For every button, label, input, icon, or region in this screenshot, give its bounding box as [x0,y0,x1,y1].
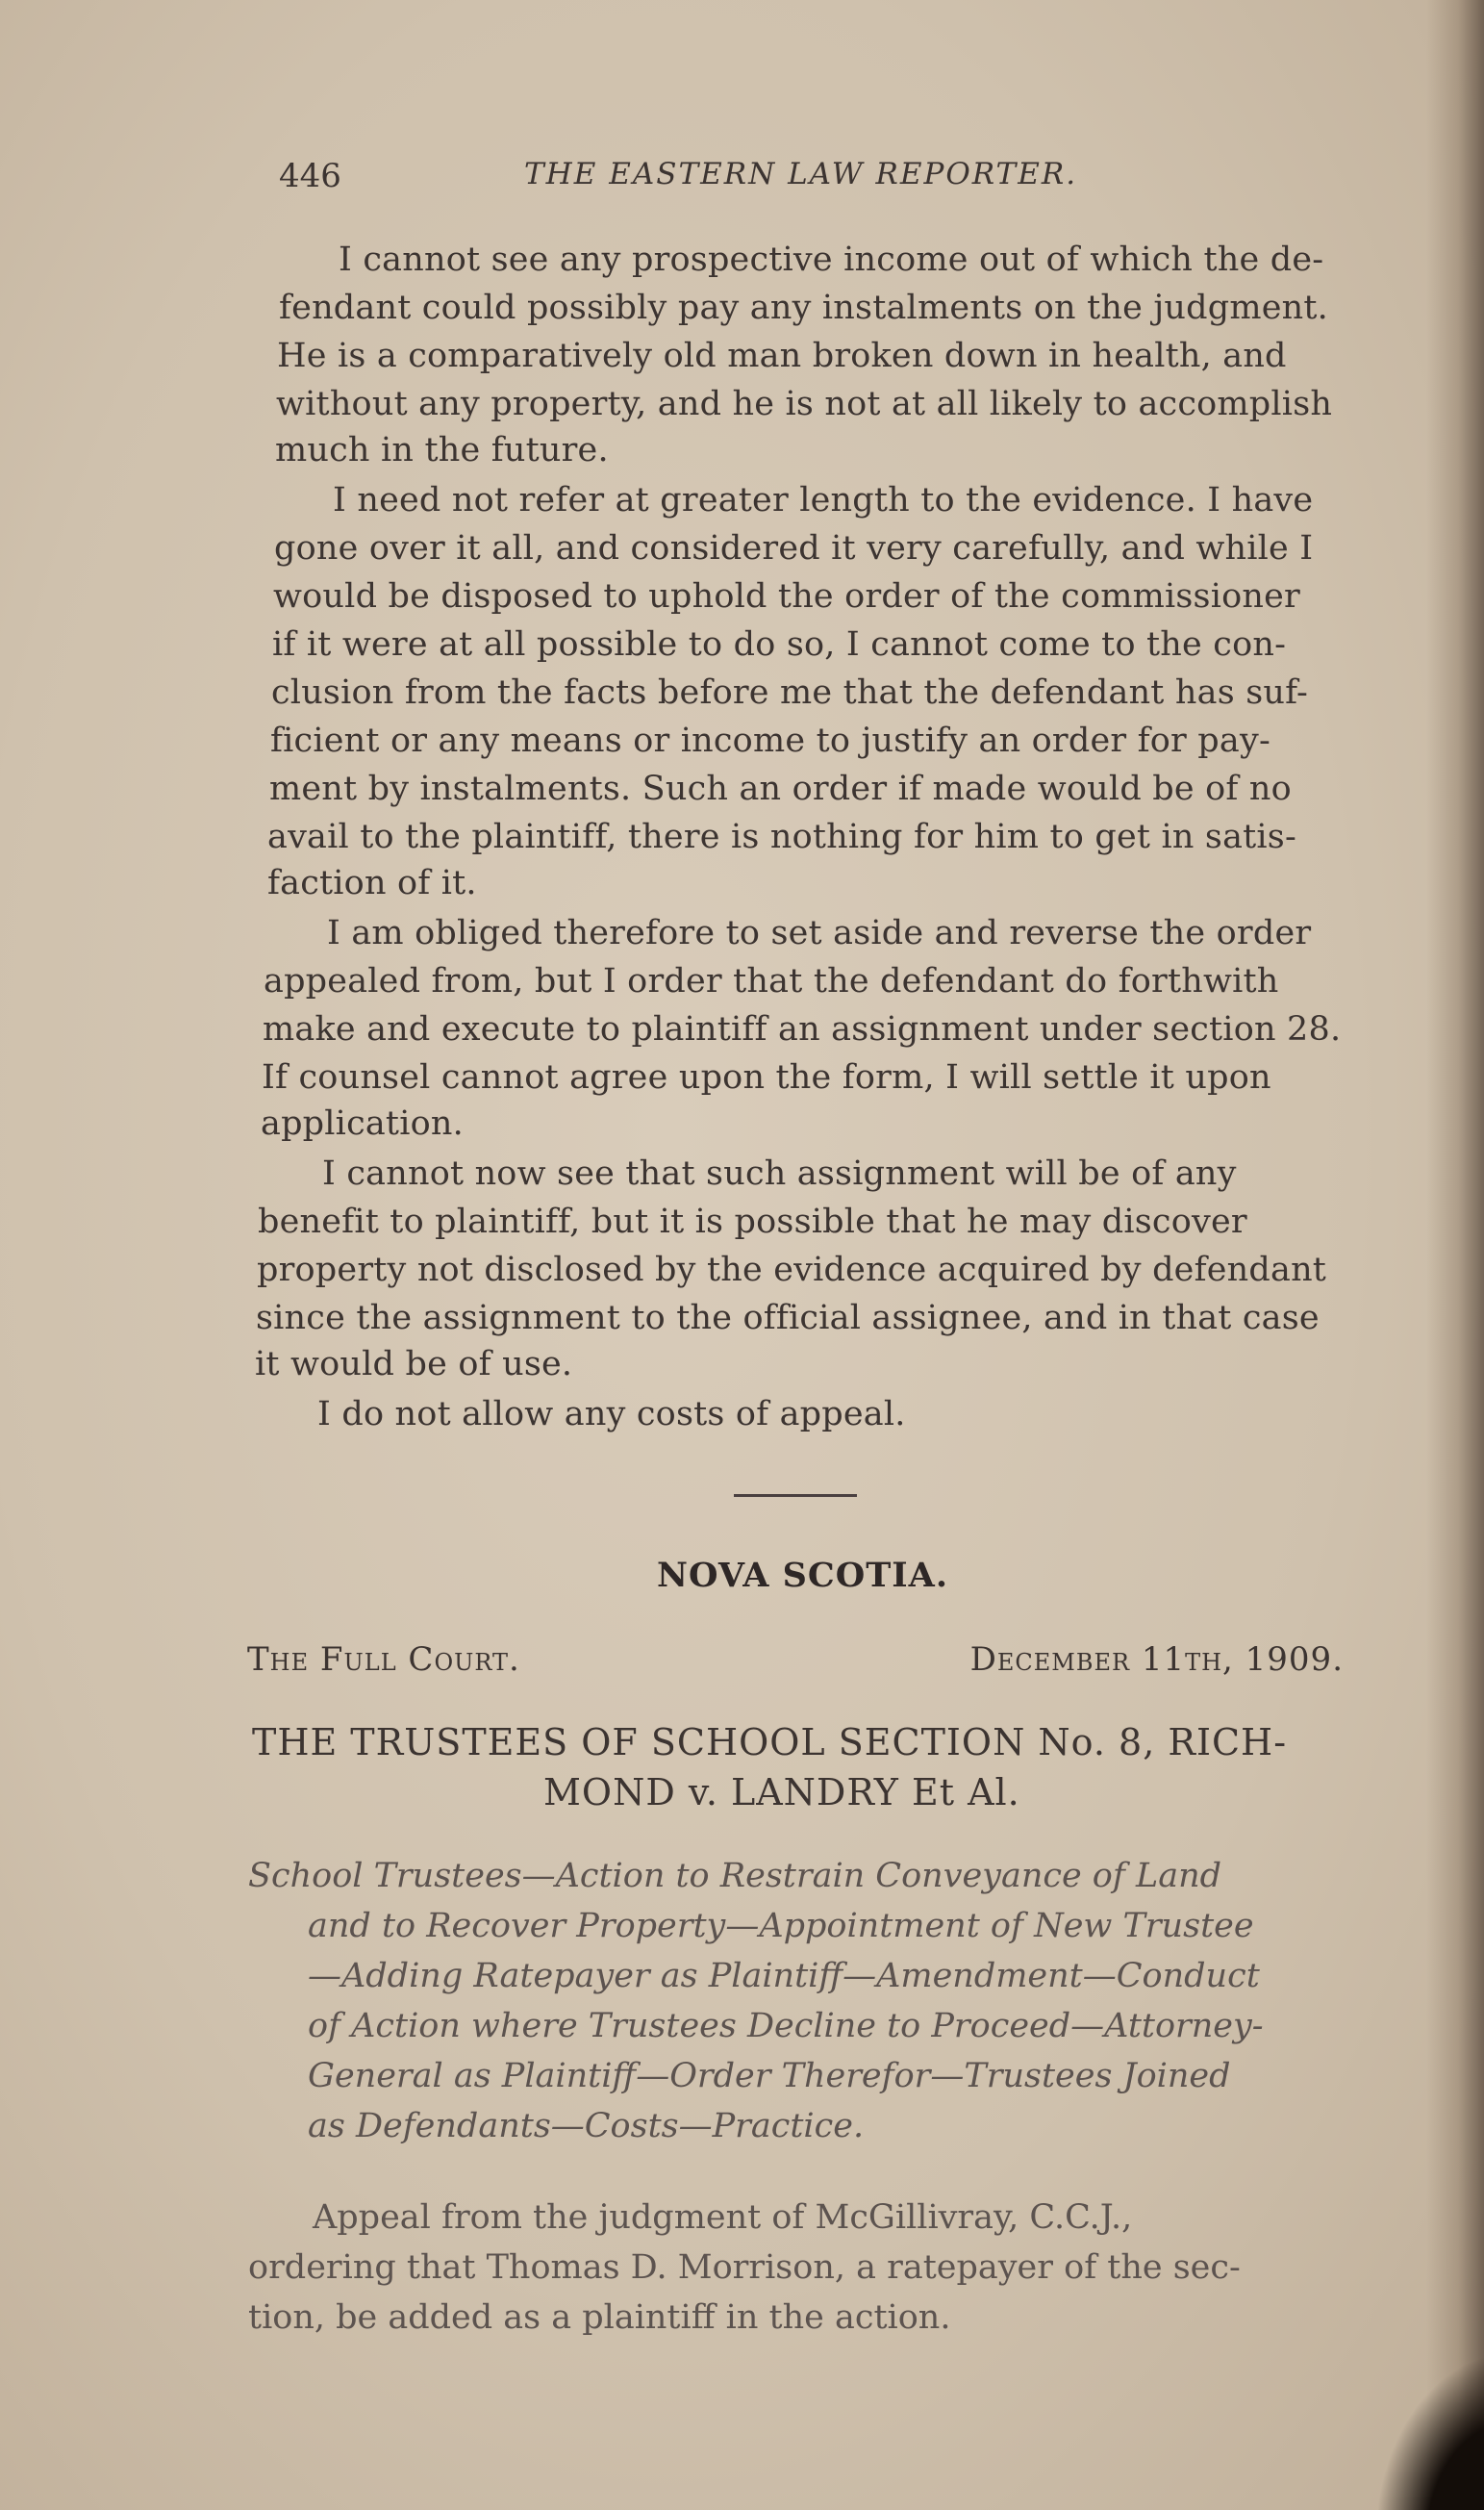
body-line: appealed from, but I order that the defendant do forthwith [264,962,1279,1001]
body-line: property not disclosed by the evidence acquired by defendant [257,1251,1327,1289]
body-line: I am obliged therefore to set aside and reverse the order [327,914,1312,952]
page-number: 446 [279,157,341,195]
body-line: would be disposed to uphold the order of the commissioner [273,577,1300,616]
running-title: THE EASTERN LAW REPORTER. [524,157,1078,191]
body-line: benefit to plaintiff, but it is possible that he may discover [258,1203,1247,1241]
appeal-line: Appeal from the judgment of McGillivray, C.C.J., [313,2198,1133,2237]
headnote-line: of Action where Trustees Decline to Proceed—Attorney- [308,2007,1264,2045]
body-line: faction of it. [267,864,477,902]
body-line: He is a comparatively old man broken down in health, and [277,337,1287,375]
corner-shadow [1378,2356,1484,2510]
court-line [247,1640,1344,1685]
body-line: it would be of use. [255,1345,573,1383]
page-edge-shadow [1426,0,1484,2510]
case-title-line: THE TRUSTEES OF SCHOOL SECTION No. 8, RICH- [252,1721,1288,1763]
body-line: without any property, and he is not at all likely to accomplish [276,385,1333,423]
headnote-line: School Trustees—Action to Restrain Conveyance of Land [248,1857,1222,1895]
running-head [279,157,1116,197]
body-line: I need not refer at greater length to the evidence. I have [333,481,1314,520]
body-line: ficient or any means or income to justify an order for pay- [270,722,1270,760]
body-line: avail to the plaintiff, there is nothing for him to get in satis- [267,818,1296,856]
appeal-line: tion, be added as a plaintiff in the action. [248,2298,951,2337]
body-line: I cannot now see that such assignment will be of any [322,1154,1237,1193]
headnote-line: and to Recover Property—Appointment of New Trustee [308,1907,1254,1945]
body-line: clusion from the facts before me that the defendant has suf- [271,673,1309,712]
body-line: I do not allow any costs of appeal. [317,1395,906,1433]
headnote-line: as Defendants—Costs—Practice. [308,2107,865,2145]
headnote-line: —Adding Ratepayer as Plaintiff—Amendment—Conduct [308,1957,1260,1995]
body-line: I cannot see any prospective income out of which the de- [339,241,1324,279]
body-line: ment by instalments. Such an order if made would be of no [269,770,1292,808]
body-line: application. [261,1104,464,1143]
body-line: if it were at all possible to do so, I cannot come to the con- [272,625,1287,664]
appeal-line: ordering that Thomas D. Morrison, a ratepayer of the sec- [248,2248,1241,2287]
body-line: If counsel cannot agree upon the form, I will settle it upon [262,1058,1271,1097]
section-divider [734,1494,857,1497]
body-line: much in the future. [275,431,609,469]
case-title-line: MOND v. LANDRY Et Al. [543,1771,1020,1813]
court-date: December 11th, 1909. [969,1640,1344,1679]
body-line: gone over it all, and considered it very carefully, and while I [274,529,1314,568]
body-line: since the assignment to the official assignee, and in that case [256,1299,1320,1337]
section-heading: NOVA SCOTIA. [657,1556,949,1595]
body-line: make and execute to plaintiff an assignment under section 28. [263,1010,1342,1049]
headnote-line: General as Plaintiff—Order Therefor—Trustees Joined [308,2057,1231,2095]
court-name: The Full Court. [247,1640,520,1679]
body-line: fendant could possibly pay any instalments on the judgment. [279,289,1328,327]
